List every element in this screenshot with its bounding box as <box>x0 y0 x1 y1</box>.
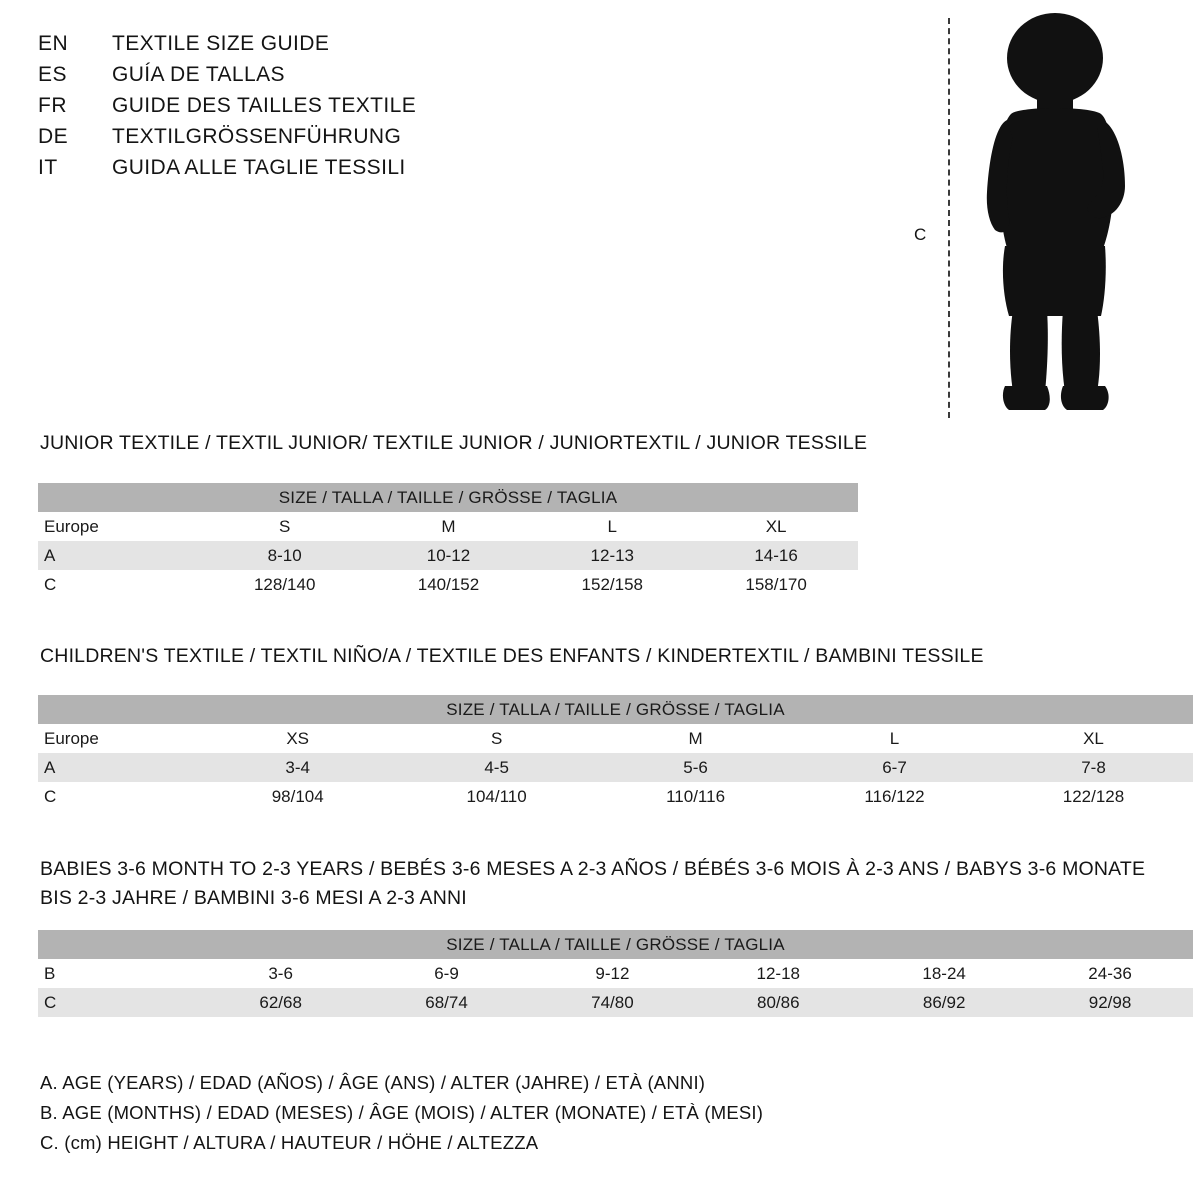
language-row <box>38 125 598 156</box>
table-row <box>38 959 1193 988</box>
height-dashed-line <box>948 18 950 418</box>
legend-row-a: A. AGE (YEARS) / EDAD (AÑOS) / ÂGE (ANS) / ALTER (JAHRE) / ETÀ (ANNI) <box>40 1072 706 1093</box>
children-size-table <box>38 695 1193 811</box>
table-header-row <box>38 483 858 512</box>
cell-value: 18-24 <box>922 963 966 983</box>
language-row <box>38 94 598 125</box>
cell-value: XS <box>286 728 310 748</box>
cell-value: 122/128 <box>1062 786 1125 806</box>
row-label: C <box>44 786 57 806</box>
cell-value: S <box>490 728 503 748</box>
cell-value: 6-7 <box>882 757 907 777</box>
row-label: Europe <box>44 516 99 536</box>
table-row <box>38 988 1193 1017</box>
cell-value: 110/116 <box>666 786 726 806</box>
legend-block <box>40 1072 1140 1162</box>
cell-value: 5-6 <box>683 757 708 777</box>
cell-value: L <box>889 728 900 748</box>
row-label: B <box>44 963 56 983</box>
cell-value: M <box>688 728 703 748</box>
cell-value: 14-16 <box>754 545 798 565</box>
height-measure-label: C <box>914 225 927 244</box>
language-row <box>38 63 598 94</box>
cell-value: 3-6 <box>268 963 293 983</box>
row-label: C <box>44 992 57 1012</box>
row-label: C <box>44 574 57 594</box>
cell-value: 9-12 <box>595 963 630 983</box>
row-label: Europe <box>44 728 99 748</box>
cell-value: M <box>441 516 456 536</box>
babies-size-table <box>38 930 1193 1017</box>
row-label: A <box>44 545 56 565</box>
table-row <box>38 782 1193 811</box>
child-silhouette-icon <box>955 10 1155 422</box>
cell-value: 116/122 <box>864 786 925 806</box>
table-row <box>38 753 1193 782</box>
table-row <box>38 724 1193 753</box>
cell-value: 140/152 <box>417 574 480 594</box>
language-title: GUIDA ALLE TAGLIE TESSILI <box>112 156 406 179</box>
language-code: DE <box>38 125 69 148</box>
cell-value: S <box>279 516 291 536</box>
cell-value: 12-18 <box>756 963 800 983</box>
cell-value: L <box>607 516 617 536</box>
cell-value: 104/110 <box>466 786 527 806</box>
table-header-label: SIZE / TALLA / TAILLE / GRÖSSE / TAGLIA <box>278 487 618 507</box>
legend-row-b: B. AGE (MONTHS) / EDAD (MESES) / ÂGE (MOIS) / ALTER (MONATE) / ETÀ (MESI) <box>40 1102 764 1123</box>
junior-size-table <box>38 483 858 599</box>
cell-value: 98/104 <box>271 786 324 806</box>
section-title-babies: BABIES 3-6 MONTH TO 2-3 YEARS / BEBÉS 3-6 MESES A 2-3 AÑOS / BÉBÉS 3-6 MOIS À 2-3 ANS / BABYS 3-6 MONATE BIS 2-3 JAHRE / BAMBINI 3-6 MESI A 2-3 ANNI <box>40 858 1146 909</box>
language-code: ES <box>38 63 68 86</box>
language-title: GUÍA DE TALLAS <box>112 63 285 86</box>
language-title: TEXTILGRÖSSENFÜHRUNG <box>112 125 402 148</box>
language-code: FR <box>38 94 67 117</box>
row-label: A <box>44 757 56 777</box>
legend-row-c: C. (cm) HEIGHT / ALTURA / HAUTEUR / HÖHE / ALTEZZA <box>40 1132 539 1153</box>
table-row <box>38 541 858 570</box>
cell-value: 80/86 <box>756 992 800 1012</box>
language-code: IT <box>38 156 58 179</box>
cell-value: 158/170 <box>745 574 807 594</box>
language-title: TEXTILE SIZE GUIDE <box>112 32 330 55</box>
cell-value: 152/158 <box>581 574 643 594</box>
cell-value: 8-10 <box>267 545 302 565</box>
cell-value: XL <box>1083 728 1104 748</box>
table-header-row <box>38 930 1193 959</box>
language-row <box>38 32 598 63</box>
cell-value: 24-36 <box>1088 963 1132 983</box>
section-title-junior: JUNIOR TEXTILE / TEXTIL JUNIOR/ TEXTILE JUNIOR / JUNIORTEXTIL / JUNIOR TESSILE <box>40 432 868 454</box>
cell-value: 4-5 <box>484 757 509 777</box>
table-row <box>38 512 858 541</box>
cell-value: 92/98 <box>1088 992 1132 1012</box>
cell-value: 68/74 <box>425 992 468 1012</box>
cell-value: 7-8 <box>1081 757 1106 777</box>
section-title-children: CHILDREN'S TEXTILE / TEXTIL NIÑO/A / TEXTILE DES ENFANTS / KINDERTEXTIL / BAMBINI TESSILE <box>40 645 984 667</box>
cell-value: 62/68 <box>259 992 302 1012</box>
cell-value: 128/140 <box>253 574 316 594</box>
language-title: GUIDE DES TAILLES TEXTILE <box>112 94 417 117</box>
language-code: EN <box>38 32 69 55</box>
cell-value: 12-13 <box>590 545 635 565</box>
cell-value: 86/92 <box>922 992 966 1012</box>
language-row <box>38 156 598 187</box>
cell-value: 3-4 <box>285 757 310 777</box>
table-row <box>38 570 858 599</box>
table-header-row <box>38 695 1193 724</box>
table-header-label: SIZE / TALLA / TAILLE / GRÖSSE / TAGLIA <box>446 699 785 719</box>
cell-value: 10-12 <box>426 545 471 565</box>
table-header-label: SIZE / TALLA / TAILLE / GRÖSSE / TAGLIA <box>446 934 785 954</box>
measurement-figure <box>900 10 1170 420</box>
cell-value: 74/80 <box>591 992 634 1012</box>
cell-value: 6-9 <box>434 963 459 983</box>
language-title-block <box>38 32 598 187</box>
cell-value: XL <box>765 516 787 536</box>
